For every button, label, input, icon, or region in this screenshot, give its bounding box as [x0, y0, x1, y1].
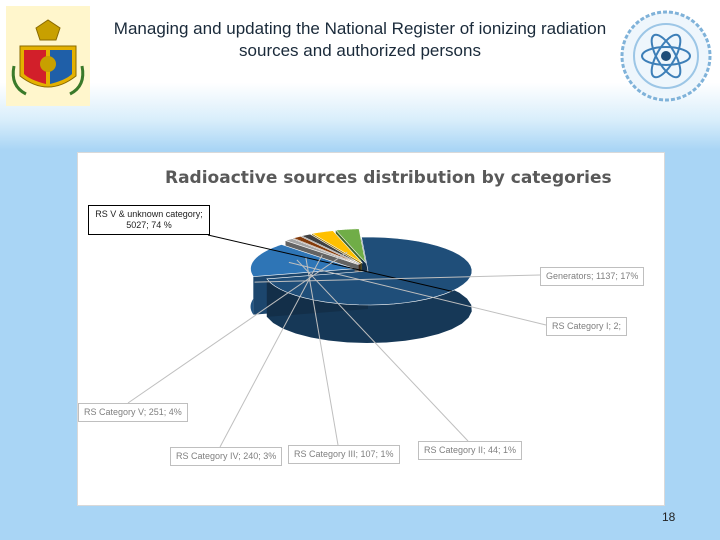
data-label-6: RS Category V; 251; 4% — [78, 403, 188, 422]
data-label-0: RS V & unknown category; 5027; 74 % — [88, 205, 210, 235]
data-label-4: RS Category III; 107; 1% — [288, 445, 400, 464]
slide-header — [0, 0, 720, 150]
slide-title: Managing and updating the National Register of ionizing radiation sources and authorized persons — [113, 19, 607, 60]
data-label-3: RS Category II; 44; 1% — [418, 441, 522, 460]
moldova-coat-of-arms-icon — [6, 6, 90, 106]
chart-panel — [77, 152, 665, 506]
data-label-5: RS Category IV; 240; 3% — [170, 447, 282, 466]
page-number: 18 — [662, 510, 676, 524]
chart-title: Radioactive sources distribution by categories — [165, 168, 612, 188]
data-label-1: Generators; 1137; 17% — [540, 267, 644, 286]
agency-atom-seal-icon — [618, 8, 714, 104]
data-label-2: RS Category I; 2; — [546, 317, 627, 336]
